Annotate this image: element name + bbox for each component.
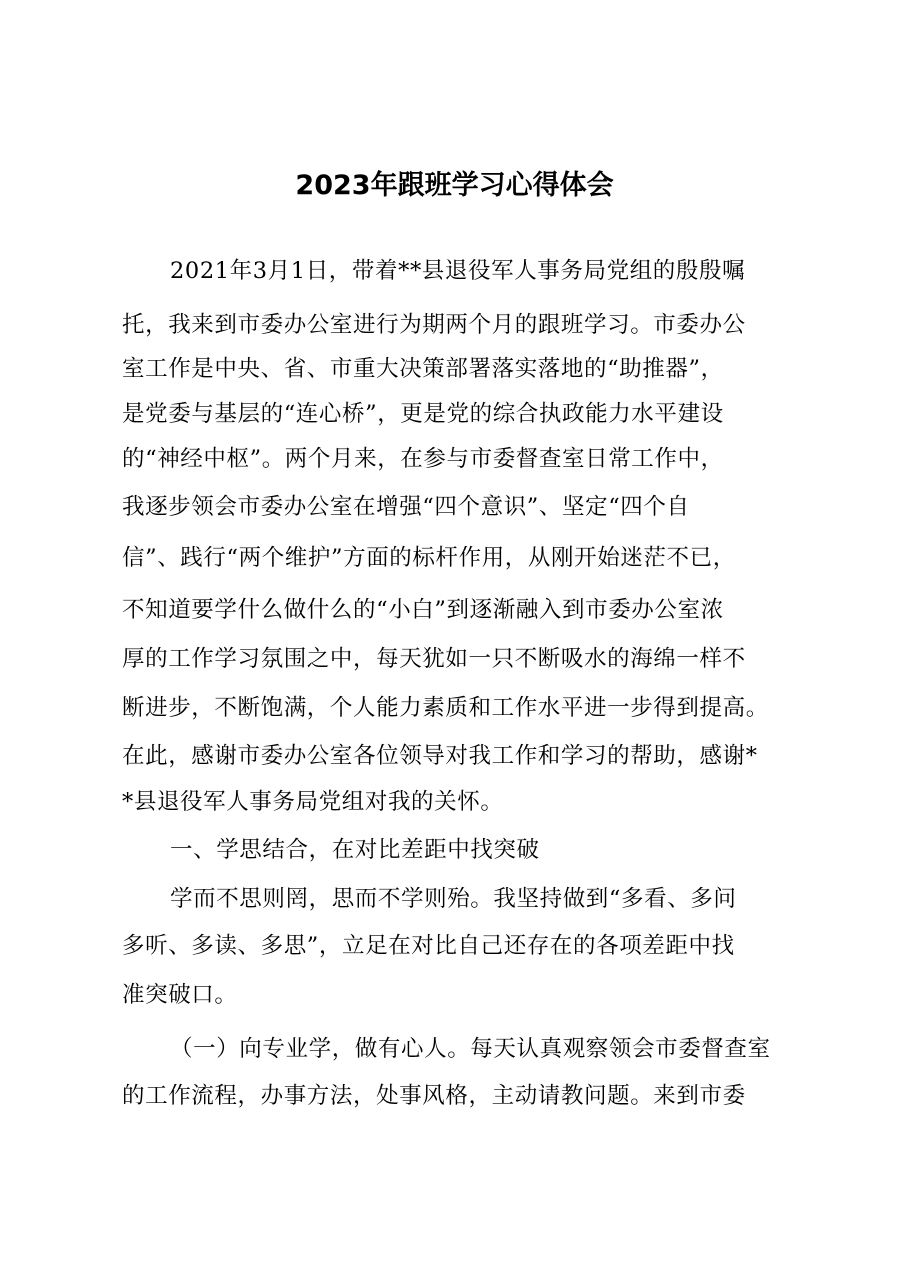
paragraph-line: 信”、践行“两个维护”方面的标杆作用，从刚开始迷茫不已， xyxy=(122,545,736,571)
paragraph-line: 厚的工作学习氛围之中，每天犹如一只不断吸水的海绵一样不 xyxy=(122,646,746,672)
document-title: 2023年跟班学习心得体会 xyxy=(295,170,614,201)
paragraph-line: 在此，感谢市委办公室各位领导对我工作和学习的帮助，感谢* xyxy=(122,743,758,769)
paragraph-line: 室工作是中央、省、市重大决策部署落实落地的“助推器”， xyxy=(122,356,724,382)
paragraph-line: 是党委与基层的“连心桥”，更是党的综合执政能力水平建设 xyxy=(122,401,724,427)
paragraph-line: （一）向专业学，做有心人。每天认真观察领会市委督查室 xyxy=(170,1036,771,1062)
paragraph-line: 多听、多读、多思”，立足在对比自己还存在的各项差距中找 xyxy=(122,933,735,959)
paragraph-line: 的工作流程，办事方法，处事风格，主动请教问题。来到市委 xyxy=(122,1083,746,1109)
paragraph-line: 学而不思则罔，思而不学则殆。我坚持做到“多看、多问 xyxy=(170,886,737,912)
paragraph-line: 我逐步领会市委办公室在增强“四个意识”、坚定“四个自 xyxy=(122,494,690,520)
section-heading: 一、学思结合，在对比差距中找突破 xyxy=(170,837,540,863)
paragraph-line: 准突破口。 xyxy=(122,982,238,1008)
paragraph-line: 断进步，不断饱满，个人能力素质和工作水平进一步得到提高。 xyxy=(122,695,769,721)
paragraph-line: *县退役军人事务局党组对我的关怀。 xyxy=(122,789,504,815)
paragraph-line: 的“神经中枢”。两个月来，在参与市委督查室日常工作中， xyxy=(122,446,724,472)
paragraph-line: 托，我来到市委办公室进行为期两个月的跟班学习。市委办公 xyxy=(122,312,746,338)
paragraph-line: 不知道要学什么做什么的“小白”到逐渐融入到市委办公室浓 xyxy=(122,597,724,623)
paragraph-line: 2021年3月1日，带着**县退役军人事务局党组的殷殷嘱 xyxy=(170,258,746,284)
